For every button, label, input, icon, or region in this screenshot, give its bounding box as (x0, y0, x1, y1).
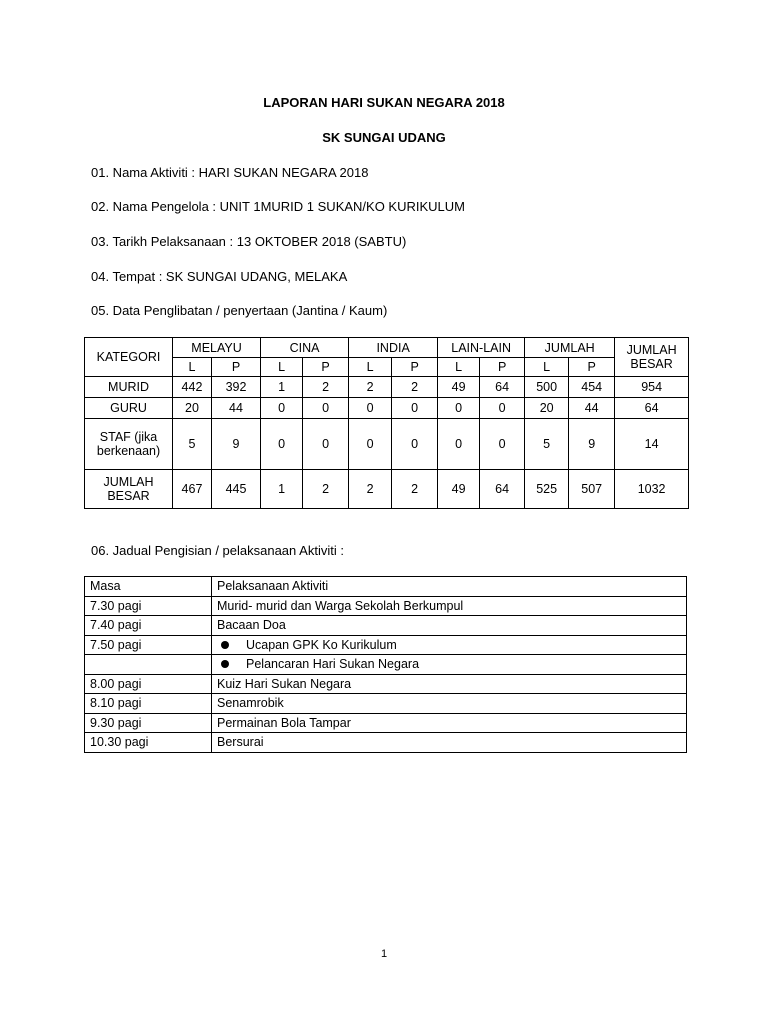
schedule-activity-cell (212, 635, 687, 655)
cell-value: 2 (349, 470, 392, 509)
group-header: LAIN-LAIN (438, 338, 525, 358)
cell-value: 0 (349, 419, 392, 470)
cell-value: 454 (569, 377, 615, 398)
table-row (85, 419, 689, 470)
table-row (85, 577, 687, 597)
cell-value: 2 (392, 377, 438, 398)
cell-value: 9 (211, 419, 260, 470)
cell-value: 0 (303, 419, 349, 470)
cell-value: 2 (349, 377, 392, 398)
group-header: CINA (261, 338, 349, 358)
sub-header-l: L (438, 358, 480, 377)
cell-value: 49 (438, 377, 480, 398)
cell-value: 0 (261, 398, 303, 419)
cell-value: 445 (211, 470, 260, 509)
page-number: 1 (380, 948, 388, 960)
cell-total: 954 (615, 377, 689, 398)
participation-table (84, 337, 689, 509)
group-header: MELAYU (173, 338, 261, 358)
cell-value: 0 (392, 419, 438, 470)
kategori-header: KATEGORI (85, 338, 173, 377)
table-row (85, 713, 687, 733)
schedule-time: 7.40 pagi (85, 616, 212, 636)
cell-value: 0 (303, 398, 349, 419)
cell-value: 20 (525, 398, 569, 419)
cell-value: 44 (569, 398, 615, 419)
group-header: JUMLAH (525, 338, 615, 358)
cell-value: 0 (438, 419, 480, 470)
cell-value: 500 (525, 377, 569, 398)
cell-value: 525 (525, 470, 569, 509)
schedule-activity: Pelancaran Hari Sukan Negara (246, 657, 420, 672)
sub-header-p: P (303, 358, 349, 377)
date: 03. Tarikh Pelaksanaan : 13 OKTOBER 2018 (SABTU) (91, 234, 407, 249)
row-label: STAF (jika berkenaan) (85, 419, 173, 470)
cell-value: 0 (261, 419, 303, 470)
schedule-activity: Senamrobik (212, 694, 687, 714)
cell-value: 2 (303, 377, 349, 398)
schedule-time: 10.30 pagi (85, 733, 212, 753)
cell-value: 507 (569, 470, 615, 509)
schedule-activity-cell (212, 655, 687, 675)
schedule-heading: 06. Jadual Pengisian / pelaksanaan Aktiviti : (91, 543, 344, 558)
activity-name: 01. Nama Aktiviti : HARI SUKAN NEGARA 2018 (91, 165, 369, 180)
sub-header-l: L (173, 358, 212, 377)
table-row (85, 596, 687, 616)
cell-value: 1 (261, 377, 303, 398)
schedule-activity: Ucapan GPK Ko Kurikulum (246, 637, 397, 652)
sub-header-p: P (211, 358, 260, 377)
schedule-time: 7.50 pagi (85, 635, 212, 655)
group-header: INDIA (349, 338, 438, 358)
cell-value: 0 (480, 419, 525, 470)
sub-header-p: P (392, 358, 438, 377)
sub-header-p: P (569, 358, 615, 377)
schedule-time (85, 655, 212, 675)
schedule-activity: Bersurai (212, 733, 687, 753)
schedule-activity: Murid- murid dan Warga Sekolah Berkumpul (212, 596, 687, 616)
bullet-icon (221, 660, 229, 668)
cell-total: 14 (615, 419, 689, 470)
cell-value: 0 (438, 398, 480, 419)
cell-total: 64 (615, 398, 689, 419)
sub-header-p: P (480, 358, 525, 377)
cell-value: 442 (173, 377, 212, 398)
schedule-table (84, 576, 687, 753)
participation-heading: 05. Data Penglibatan / penyertaan (Jantina / Kaum) (91, 303, 388, 318)
sub-header-l: L (349, 358, 392, 377)
school-name: SK SUNGAI UDANG (322, 130, 446, 145)
schedule-time: 7.30 pagi (85, 596, 212, 616)
cell-value: 5 (525, 419, 569, 470)
cell-value: 20 (173, 398, 212, 419)
table-row (85, 470, 689, 509)
cell-value: 44 (211, 398, 260, 419)
cell-value: 9 (569, 419, 615, 470)
schedule-activity: Permainan Bola Tampar (212, 713, 687, 733)
cell-value: 0 (392, 398, 438, 419)
cell-value: 2 (392, 470, 438, 509)
masa-header: Masa (85, 577, 212, 597)
schedule-activity: Bacaan Doa (212, 616, 687, 636)
sub-header-l: L (261, 358, 303, 377)
table-row (85, 398, 689, 419)
schedule-time: 8.00 pagi (85, 674, 212, 694)
cell-value: 467 (173, 470, 212, 509)
schedule-activity: Kuiz Hari Sukan Negara (212, 674, 687, 694)
venue: 04. Tempat : SK SUNGAI UDANG, MELAKA (91, 269, 348, 284)
table-row (85, 655, 687, 675)
cell-value: 64 (480, 470, 525, 509)
table-row (85, 733, 687, 753)
cell-value: 5 (173, 419, 212, 470)
activity-header: Pelaksanaan Aktiviti (212, 577, 687, 597)
row-label: GURU (85, 398, 173, 419)
cell-value: 392 (211, 377, 260, 398)
cell-value: 0 (349, 398, 392, 419)
cell-value: 2 (303, 470, 349, 509)
cell-value: 49 (438, 470, 480, 509)
row-label: MURID (85, 377, 173, 398)
cell-value: 0 (480, 398, 525, 419)
table-row (85, 377, 689, 398)
report-title: LAPORAN HARI SUKAN NEGARA 2018 (263, 95, 505, 110)
jumlah-besar-header: JUMLAH BESAR (615, 338, 689, 377)
schedule-time: 9.30 pagi (85, 713, 212, 733)
row-label: JUMLAH BESAR (85, 470, 173, 509)
sub-header-l: L (525, 358, 569, 377)
cell-value: 64 (480, 377, 525, 398)
bullet-icon (221, 641, 229, 649)
table-row (85, 616, 687, 636)
organizer: 02. Nama Pengelola : UNIT 1MURID 1 SUKAN/KO KURIKULUM (91, 199, 465, 214)
cell-value: 1 (261, 470, 303, 509)
schedule-time: 8.10 pagi (85, 694, 212, 714)
table-row (85, 635, 687, 655)
table-row (85, 694, 687, 714)
table-row (85, 674, 687, 694)
cell-total: 1032 (615, 470, 689, 509)
